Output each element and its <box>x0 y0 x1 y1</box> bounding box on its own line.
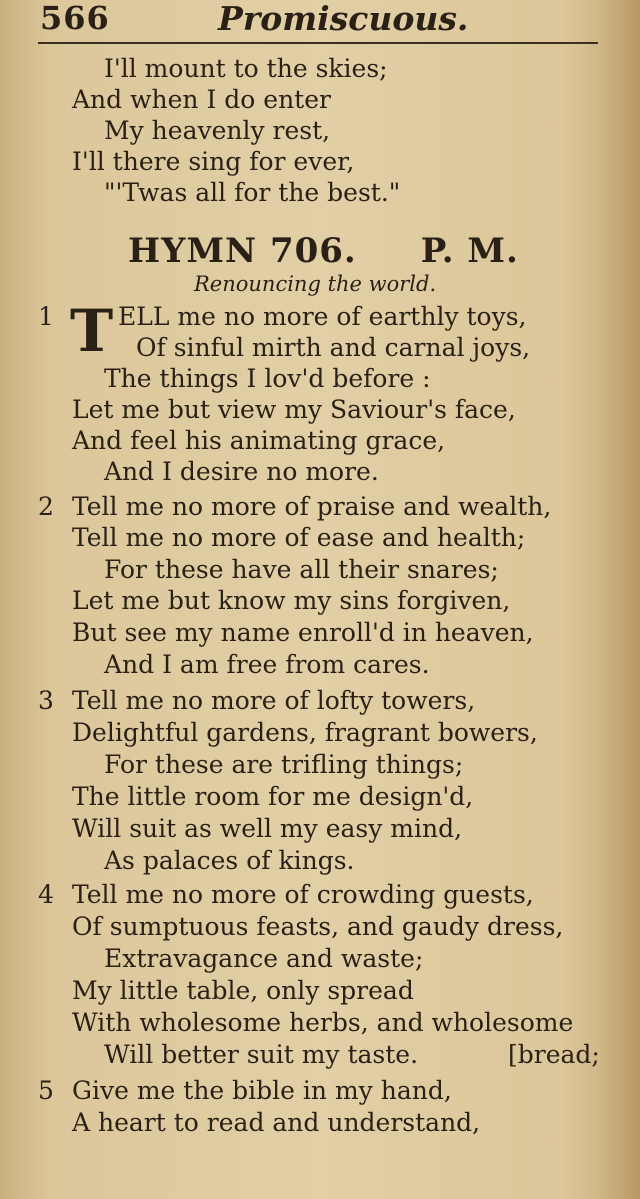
verse-line: The things I lov'd before : <box>104 364 431 393</box>
verse-line: And feel his animating grace, <box>72 426 446 455</box>
verse-number: 3 <box>38 686 54 715</box>
verse-line: For these are trifling things; <box>104 750 464 779</box>
verse-line: Tell me no more of praise and wealth, <box>72 492 552 521</box>
verse-line: My little table, only spread <box>72 976 414 1005</box>
verse-line: Of sinful mirth and carnal joys, <box>136 333 531 362</box>
verse-number: 1 <box>38 302 54 331</box>
verse-line: Tell me no more of lofty towers, <box>72 686 476 715</box>
verse-line: Of sumptuous feasts, and gaudy dress, <box>72 912 564 941</box>
verse-line: Will suit as well my easy mind, <box>72 814 463 843</box>
hymn-number: HYMN 706. <box>128 231 357 271</box>
verse-line: But see my name enroll'd in heaven, <box>72 618 534 647</box>
drop-cap: T <box>70 297 114 365</box>
hymn-title <box>128 232 519 270</box>
hymn-subtitle: Renouncing the world. <box>194 272 437 296</box>
page-header <box>0 0 640 44</box>
verse-line: And I am free from cares. <box>104 650 430 679</box>
page-number: 566 <box>40 0 110 37</box>
verse-line: With wholesome herbs, and wholesome <box>72 1008 574 1037</box>
prev-line: I'll mount to the skies; <box>104 54 388 83</box>
prev-line: "'Twas all for the best." <box>104 178 401 207</box>
verse-line: Delightful gardens, fragrant bowers, <box>72 718 538 747</box>
verse-line: ELL me no more of earthly toys, <box>118 302 527 331</box>
page-edge-shading <box>600 0 640 1199</box>
verse-number: 2 <box>38 492 54 521</box>
verse-line: Extravagance and waste; <box>104 944 424 973</box>
verse-line: As palaces of kings. <box>104 846 355 875</box>
verse-line: And I desire no more. <box>104 457 379 486</box>
verse-number: 4 <box>38 880 54 909</box>
verse-line: Will better suit my taste. <box>104 1040 419 1069</box>
running-title: Promiscuous. <box>218 0 469 38</box>
verse-line: Let me but know my sins forgiven, <box>72 586 511 615</box>
turnover-word: [bread; <box>508 1040 600 1069</box>
verse-number: 5 <box>38 1076 54 1105</box>
verse-line: Give me the bible in my hand, <box>72 1076 452 1105</box>
prev-line: I'll there sing for ever, <box>72 147 355 176</box>
verse-line: The little room for me design'd, <box>72 782 474 811</box>
verse-line: A heart to read and understand, <box>72 1108 481 1137</box>
verse-line: For these have all their snares; <box>104 555 499 584</box>
header-rule <box>38 42 598 44</box>
verse-line: Let me but view my Saviour's face, <box>72 395 516 424</box>
verse-line: Tell me no more of ease and health; <box>72 523 526 552</box>
verse-line: Tell me no more of crowding guests, <box>72 880 534 909</box>
prev-line: And when I do enter <box>72 85 331 114</box>
prev-line: My heavenly rest, <box>104 116 331 145</box>
hymn-meter: P. M. <box>420 231 519 271</box>
